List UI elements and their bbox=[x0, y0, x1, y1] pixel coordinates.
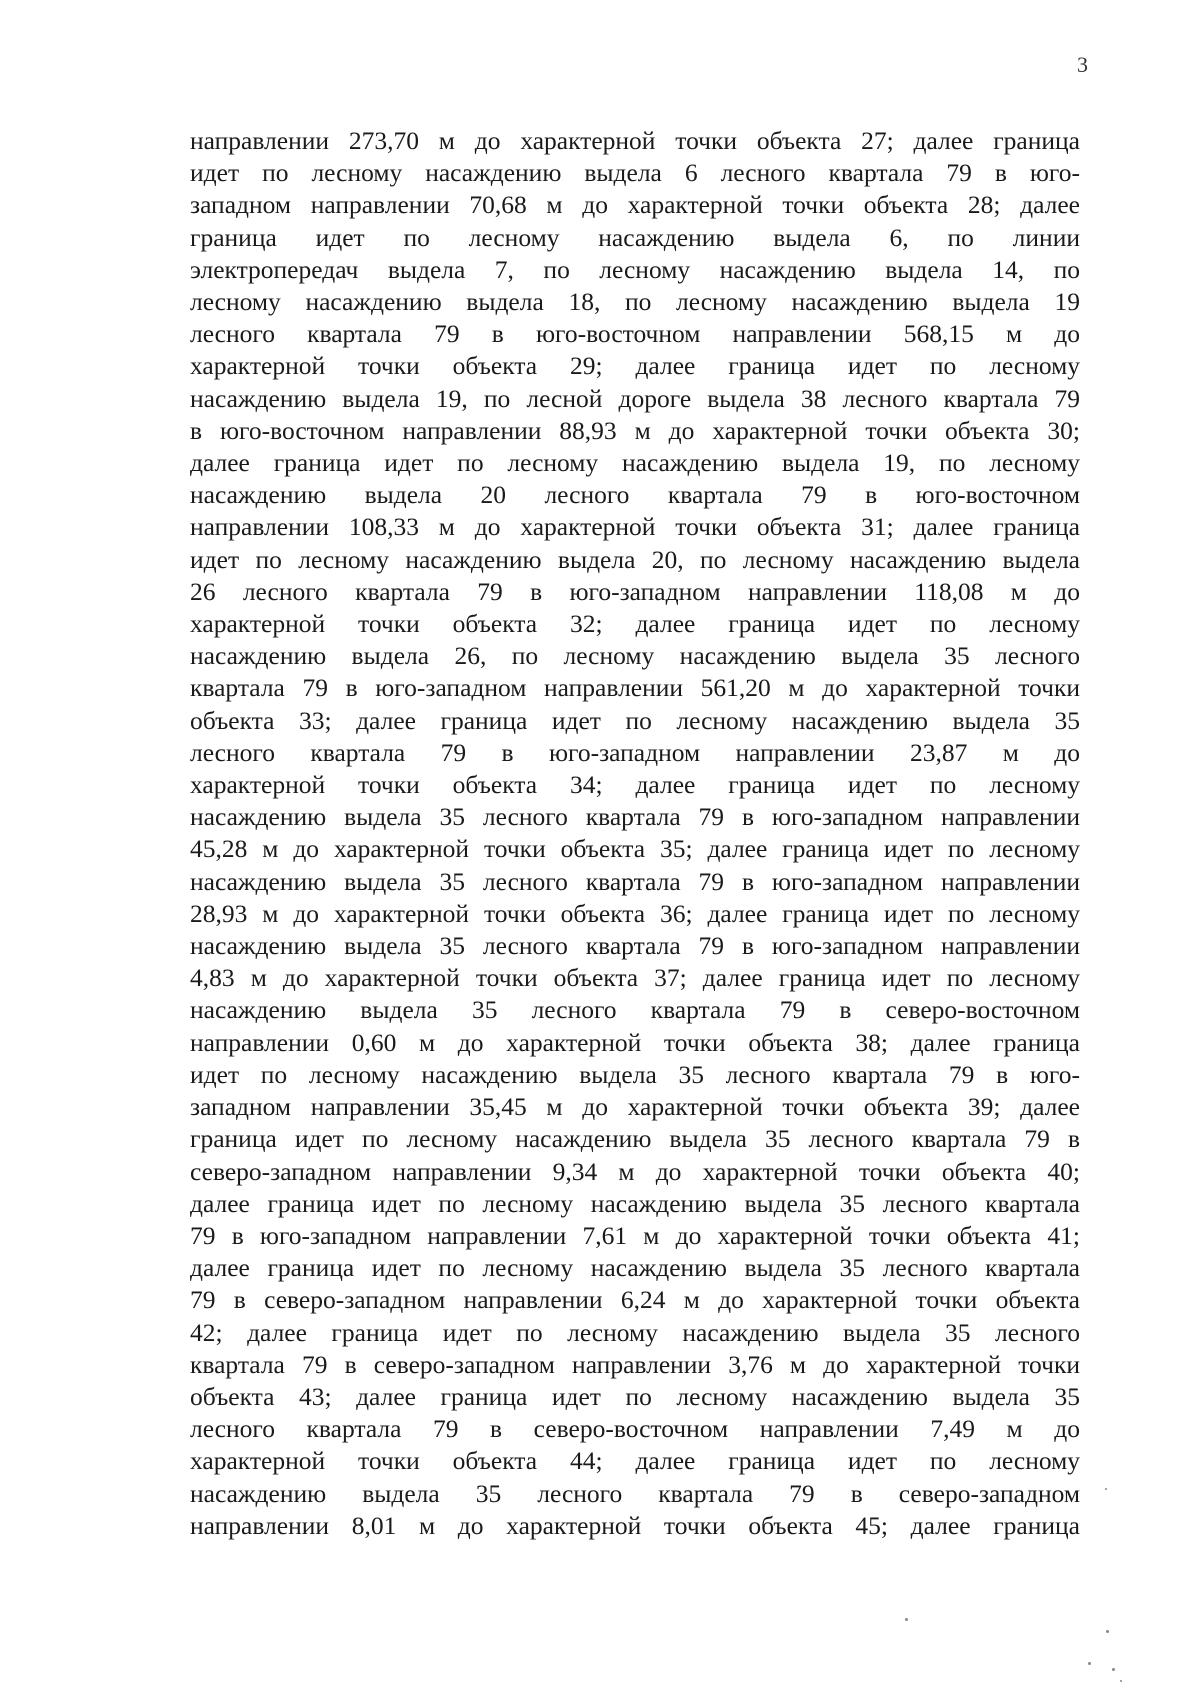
text-line: квартала 79 в северо-западном направлении 3,76 м до характерной точки bbox=[190, 1349, 1080, 1379]
scan-speck bbox=[1112, 1668, 1115, 1671]
text-line: объекта 33; далее граница идет по лесному насаждению выдела 35 bbox=[190, 705, 1080, 735]
text-line: в юго-восточном направлении 88,93 м до характерной точки объекта 30; bbox=[190, 415, 1080, 445]
text-line: западном направлении 70,68 м до характерной точки объекта 28; далее bbox=[190, 190, 1080, 220]
text-line: 79 в северо-западном направлении 6,24 м до характерной точки объекта bbox=[190, 1285, 1080, 1315]
text-line: далее граница идет по лесному насаждению выдела 35 лесного квартала bbox=[190, 1188, 1080, 1218]
text-line: западном направлении 35,45 м до характерной точки объекта 39; далее bbox=[190, 1092, 1080, 1122]
text-line: характерной точки объекта 34; далее граница идет по лесному bbox=[190, 770, 1080, 800]
text-line: далее граница идет по лесному насаждению выдела 19, по лесному bbox=[190, 448, 1080, 478]
text-line: характерной точки объекта 29; далее граница идет по лесному bbox=[190, 351, 1080, 381]
text-line: 79 в юго-западном направлении 7,61 м до характерной точки объекта 41; bbox=[190, 1220, 1080, 1250]
text-line: далее граница идет по лесному насаждению выдела 35 лесного квартала bbox=[190, 1253, 1080, 1283]
text-line: идет по лесному насаждению выдела 20, по лесному насаждению выдела bbox=[190, 544, 1080, 574]
text-line: идет по лесному насаждению выдела 35 лесного квартала 79 в юго- bbox=[190, 1059, 1080, 1089]
text-line: 4,83 м до характерной точки объекта 37; далее граница идет по лесному bbox=[190, 963, 1080, 993]
text-line: насаждению выдела 35 лесного квартала 79 в юго-западном направлении bbox=[190, 802, 1080, 832]
scan-speck bbox=[1088, 1662, 1091, 1665]
text-line: насаждению выдела 20 лесного квартала 79 в юго-восточном bbox=[190, 480, 1080, 510]
scan-speck bbox=[1105, 1488, 1107, 1490]
text-line: характерной точки объекта 44; далее граница идет по лесному bbox=[190, 1446, 1080, 1476]
text-line: лесного квартала 79 в юго-восточном направлении 568,15 м до bbox=[190, 319, 1080, 349]
text-line: насаждению выдела 35 лесного квартала 79 в северо-восточном bbox=[190, 995, 1080, 1025]
text-line: лесному насаждению выдела 18, по лесному насаждению выдела 19 bbox=[190, 287, 1080, 317]
text-line: северо-западном направлении 9,34 м до характерной точки объекта 40; bbox=[190, 1156, 1080, 1186]
text-line: 28,93 м до характерной точки объекта 36; далее граница идет по лесному bbox=[190, 898, 1080, 928]
text-line: идет по лесному насаждению выдела 6 лесного квартала 79 в юго- bbox=[190, 158, 1080, 188]
text-line: направлении 108,33 м до характерной точки объекта 31; далее граница bbox=[190, 512, 1080, 542]
text-line: насаждению выдела 35 лесного квартала 79 в юго-западном направлении bbox=[190, 866, 1080, 896]
text-line: граница идет по лесному насаждению выдела 35 лесного квартала 79 в bbox=[190, 1124, 1080, 1154]
text-line: 42; далее граница идет по лесному насаждению выдела 35 лесного bbox=[190, 1317, 1080, 1347]
text-line: характерной точки объекта 32; далее граница идет по лесному bbox=[190, 609, 1080, 639]
scan-speck bbox=[1106, 1630, 1109, 1633]
text-line: электропередач выдела 7, по лесному насаждению выдела 14, по bbox=[190, 254, 1080, 284]
body-text bbox=[190, 125, 1080, 1542]
text-line: лесного квартала 79 в северо-восточном направлении 7,49 м до bbox=[190, 1414, 1080, 1444]
text-line: насаждению выдела 35 лесного квартала 79 в северо-западном bbox=[190, 1478, 1080, 1508]
text-line: 45,28 м до характерной точки объекта 35; далее граница идет по лесному bbox=[190, 834, 1080, 864]
text-line: направлении 273,70 м до характерной точки объекта 27; далее граница bbox=[190, 126, 1080, 155]
text-line: насаждению выдела 19, по лесной дороге выдела 38 лесного квартала 79 bbox=[190, 383, 1080, 413]
text-line: насаждению выдела 35 лесного квартала 79 в юго-западном направлении bbox=[190, 931, 1080, 961]
page-number: 3 bbox=[1077, 52, 1088, 77]
scan-speck bbox=[905, 1618, 908, 1621]
text-line: лесного квартала 79 в юго-западном направлении 23,87 м до bbox=[190, 737, 1080, 767]
text-line: насаждению выдела 26, по лесному насаждению выдела 35 лесного bbox=[190, 641, 1080, 671]
text-line: направлении 0,60 м до характерной точки объекта 38; далее граница bbox=[190, 1027, 1080, 1057]
text-line: объекта 43; далее граница идет по лесному насаждению выдела 35 bbox=[190, 1381, 1080, 1411]
scan-speck bbox=[1120, 1680, 1122, 1682]
text-line: 26 лесного квартала 79 в юго-западном направлении 118,08 м до bbox=[190, 576, 1080, 606]
text-line: квартала 79 в юго-западном направлении 561,20 м до характерной точки bbox=[190, 673, 1080, 703]
text-line: направлении 8,01 м до характерной точки объекта 45; далее граница bbox=[190, 1510, 1080, 1540]
text-line: граница идет по лесному насаждению выдела 6, по линии bbox=[190, 222, 1080, 252]
